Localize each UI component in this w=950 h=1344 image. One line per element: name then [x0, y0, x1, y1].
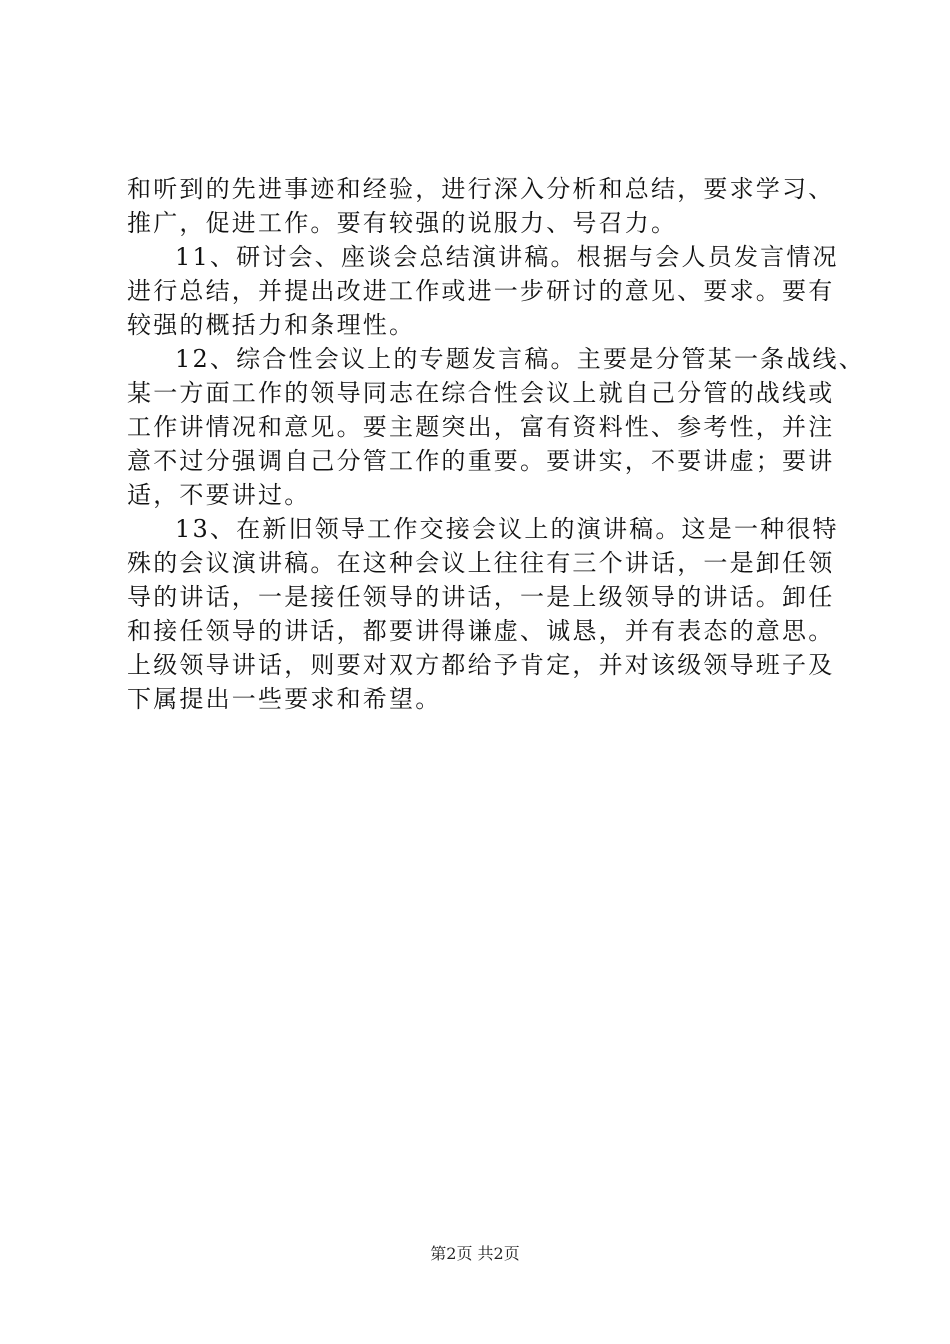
text-line: 较强的概括力和条理性。 [127, 311, 416, 339]
text-line: 导的讲话，一是接任领导的讲话，一是上级领导的讲话。卸任 [127, 583, 835, 611]
text-line: 进行总结，并提出改进工作或进一步研讨的意见、要求。要有 [127, 277, 835, 305]
page-footer [0, 1243, 950, 1265]
page-number-label: 第2页 共2页 [430, 1244, 520, 1263]
text-line: 适，不要讲过。 [127, 481, 311, 509]
text-line: 殊的会议演讲稿。在这种会议上往往有三个讲话，一是卸任领 [127, 549, 835, 577]
text-line: 下属提出一些要求和希望。 [127, 685, 442, 713]
text-line: 某一方面工作的领导同志在综合性会议上就自己分管的战线或 [127, 379, 835, 407]
text-line: 和接任领导的讲话，都要讲得谦虚、诚恳，并有表态的意思。 [127, 617, 835, 645]
text-line: 上级领导讲话，则要对双方都给予肯定，并对该级领导班子及 [127, 651, 835, 679]
document-body [127, 172, 865, 716]
text-line: 意不过分强调自己分管工作的重要。要讲实，不要讲虚；要讲 [127, 447, 835, 475]
paragraph-12-start: 12、综合性会议上的专题发言稿。主要是分管某一条战线、 [175, 345, 865, 373]
text-line: 推广，促进工作。要有较强的说服力、号召力。 [127, 209, 678, 237]
paragraph-13-start: 13、在新旧领导工作交接会议上的演讲稿。这是一种很特 [175, 515, 839, 543]
paragraph-11-start: 11、研讨会、座谈会总结演讲稿。根据与会人员发言情况 [175, 243, 839, 271]
text-line: 工作讲情况和意见。要主题突出，富有资料性、参考性，并注 [127, 413, 835, 441]
text-line: 和听到的先进事迹和经验，进行深入分析和总结，要求学习、 [127, 175, 835, 203]
